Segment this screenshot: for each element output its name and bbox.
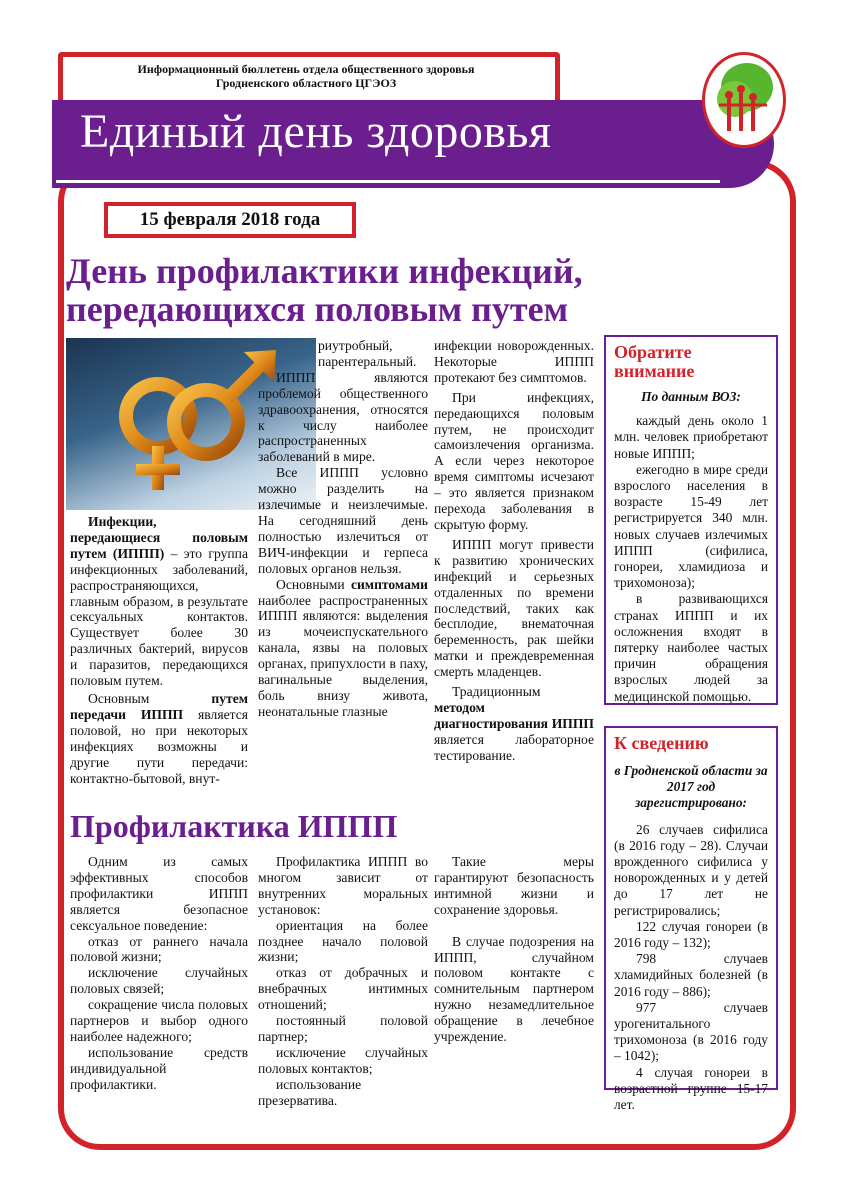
date-badge: 15 февраля 2018 года [104,202,356,238]
attention-subtitle: По данным ВОЗ: [641,389,741,404]
info-body [614,763,768,1113]
symptoms-term: симптомами [350,576,428,592]
article-column-1 [70,514,248,786]
prevention-heading: Профилактика ИППП [70,808,398,844]
transmission-term: путем передачи ИППП [70,690,248,722]
prevention-column-3 [434,854,594,1045]
column-2-paragraph-3: Все ИППП условно можно разделить на излечимые и неизлечимые. На сегодняшний день полностью излечиться от ВИЧ-инфекции и герпеса половых органов нельзя. [258,465,428,576]
info-sidebar [604,726,778,1113]
logo-emblem-icon [705,55,783,145]
symptoms-text: наиболее распространенных ИППП являются: выделения из мочеиспускательного канала, язвы на половых органах, припухлости в паху, вагинальные выделения, боль внизу живота, неонатальные глазные [258,592,428,719]
logo [702,52,786,148]
text-span: Основными [276,576,351,592]
attention-fact-1: каждый день около 1 млн. человек приобретают новые ИППП; [614,413,768,461]
column-3-paragraph-3: ИППП могут привести к развитию хронических инфекций и серьезных отдаленных по времени последствий, таких как бесплодие, внематочная беременность, рак шейки матки и преждевременная смерть младенцев. [434,536,594,680]
info-item: 122 случая гонореи (в 2016 году – 132); [614,918,768,951]
bulletin-line-2: Гродненского областного ЦГЭОЗ [215,76,397,90]
info-item: 977 случаев урогенитального трихомоноза (в 2016 году – 1042); [614,999,768,1064]
attention-title: Обратите внимание [614,342,695,381]
column-1-paragraph-1 [70,514,248,689]
diagnostics-text: является лабораторное тестирование. [434,731,594,763]
info-title: К сведению [614,733,709,753]
prevention-column-2 [258,854,428,1109]
column-2-paragraph-2: ИППП являются проблемой общественного здравоохранения, относятся к числу наиболее распространенных заболеваний в мире. [258,369,428,465]
info-item: 26 случаев сифилиса (в 2016 году – 28). Случаи врожденного сифилиса у новорожденных и у детей до 17 лет не регистрировались; [614,821,768,918]
article-heading-line-1: День профилактики инфекций, [66,251,583,291]
info-item: 4 случая гонореи в возрастной группе 15-17 лет. [614,1064,768,1113]
ipp-definition-term: Инфекции, передающиеся половым путем (ИППП) [70,514,248,561]
prevention-c1-p1: Одним из самых эффективных способов профилактики ИППП является безопасное сексуальное поведение: [70,854,248,933]
attention-fact-2: ежегодно в мире среди взрослого населения в возрасте 15-49 лет регистрируется 340 млн. новых случаев излечимых ИППП (сифилиса, гонореи, хламидиоза и трихомоноза); [614,461,768,591]
prevention-c1-p4: сокращение числа половых партнеров и выбор одного наиболее надежного; [70,997,248,1044]
text-span: Традиционным [452,684,541,700]
prevention-c2-p6: использование презерватива. [258,1076,362,1108]
diagnostics-term: методом диагностирования ИППП [434,699,594,731]
attention-fact-3: в развивающихся странах ИППП и их осложнения входят в пятерку наиболее частых причин обращения взрослых людей за медицинской помощью. [614,591,768,704]
column-3-paragraph-2: При инфекциях, передающихся половым путем, не происходит самоизлечения организма. А если через некоторое время симптомы исчезают – это является признаком перехода заболевания в скрытую форму. [434,389,594,532]
attention-sidebar [604,335,778,705]
article-heading-line-2: передающихся половым путем [66,289,569,329]
article-heading [66,252,646,328]
prevention-c1-p2: отказ от раннего начала половой жизни; [70,933,248,965]
text-span: Основным [88,690,212,706]
attention-body [614,389,768,705]
prevention-c3-p1: Такие меры гарантируют безопасность интимной жизни и сохранение здоровья. [434,854,594,917]
column-2-paragraph-4 [258,577,428,720]
prevention-c1-p5: использование средств индивидуальной профилактики. [70,1044,248,1092]
info-item: 798 случаев хламидийных болезней (в 2016 году – 886); [614,951,768,999]
prevention-c2-p2: ориентация на более позднее начало половой жизни; [258,917,428,965]
info-subtitle: в Гродненской области за 2017 год зарегистрировано: [614,763,768,811]
article-column-3 [434,338,594,764]
bulletin-info [66,62,546,90]
ipp-definition-text: – это группа инфекционных заболеваний, распространяющихся, главным образом, в результате сексуальных контактов. Существует более 30 различных бактерий, вирусов и паразитов, передающихся половым путем. [70,545,248,689]
prevention-c1-p3: исключение случайных половых связей; [70,965,248,997]
prevention-column-1 [70,854,248,1093]
page-title: Единый день здоровья [80,105,552,158]
prevention-c2-p5: исключение случайных половых контактов; [258,1044,428,1076]
bulletin-line-1: Информационный бюллетень отдела общественного здоровья [137,62,475,76]
column-3-paragraph-1: инфекции новорожденных. Некоторые ИППП протекают без симптомов. [434,338,594,385]
column-2-paragraph-1: риутробный, парентеральный. [318,338,417,369]
prevention-c2-p1: Профилактика ИППП во многом зависит от внутренних моральных установок: [258,854,428,917]
prevention-c2-p4: постоянный половой партнер; [258,1013,428,1044]
title-underline [56,180,720,183]
prevention-c2-p3: отказ от добрачных и внебрачных интимных отношений; [258,965,428,1013]
article-column-2 [258,338,428,720]
prevention-c3-p2: В случае подозрения на ИППП, случайном половом контакте с сомнительным партнером нужно незамедлительное обращение в лечебное учреждение. [434,933,594,1045]
column-3-paragraph-4 [434,684,594,764]
column-1-paragraph-2 [70,691,248,786]
transmission-text: является половой, но при некоторых инфекциях возможны и другие пути передачи: контактно-бытовой, внут- [70,706,248,786]
